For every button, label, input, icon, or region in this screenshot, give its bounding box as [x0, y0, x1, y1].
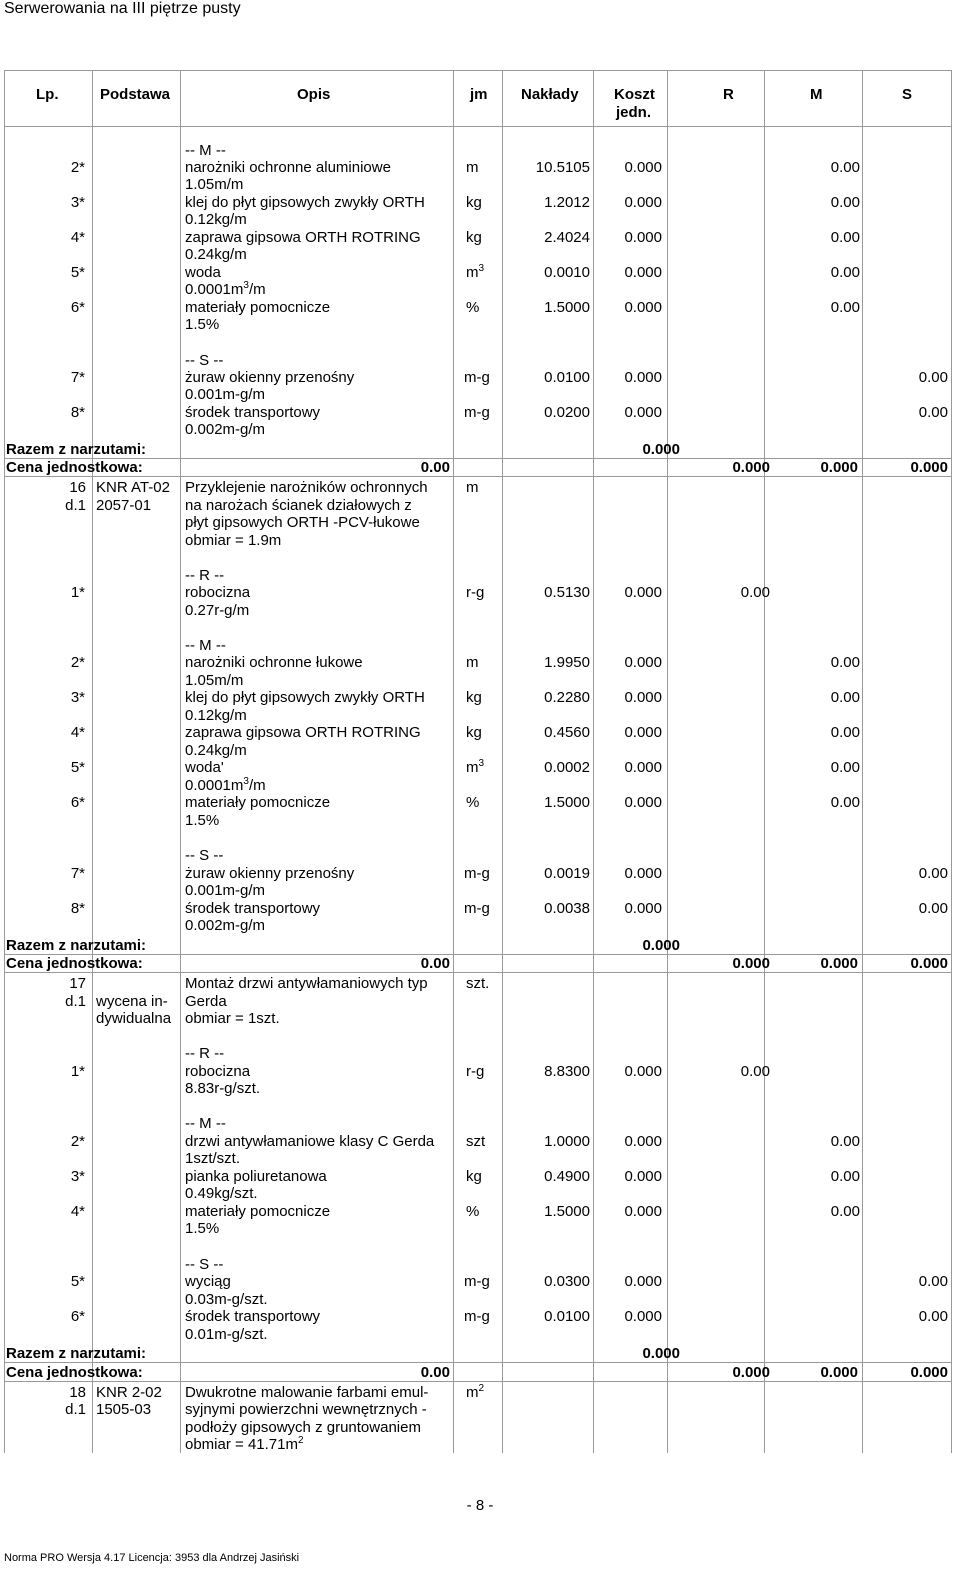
row-unit: $m^3$	[466, 758, 485, 776]
row-description: środek transportowy	[185, 404, 321, 421]
category-s: -- S --	[185, 1256, 224, 1273]
row-quantity: 1.0000	[544, 1133, 590, 1150]
row-quantity: 0.4900	[544, 1168, 590, 1185]
row-description: woda	[185, 264, 221, 281]
position-measure: obmiar = 1.9m	[185, 532, 282, 549]
row-unit-cost: 0.000	[624, 900, 662, 917]
position-measure: obmiar = $41.71m^2$	[185, 1435, 304, 1453]
position-sub: d.1	[65, 993, 86, 1010]
unit-price-m: 0.000	[820, 1364, 858, 1381]
col-naklady: Nakłady	[521, 86, 579, 103]
position-description: płyt gipsowych ORTH -PCV-łukowe	[185, 514, 420, 531]
row-value: 0.00	[830, 1133, 860, 1150]
row-quantity: 0.0200	[544, 404, 590, 421]
row-unit: szt	[466, 1133, 486, 1150]
row-norm: 1.5%	[185, 812, 220, 829]
row-number: 7*	[70, 369, 85, 386]
total-label: Razem z narzutami:	[6, 441, 147, 458]
unit-price-value: 0.00	[420, 955, 450, 972]
page-number: - 8 -	[466, 1497, 494, 1514]
row-number: 4*	[70, 1203, 85, 1220]
unit-price-label: Cena jednostkowa:	[6, 955, 143, 972]
row-number: 6*	[70, 794, 85, 811]
row-description: materiały pomocnicze	[185, 794, 331, 811]
category-r: -- R --	[185, 1045, 225, 1062]
row-quantity: 2.4024	[544, 229, 590, 246]
row-description: żuraw okienny przenośny	[185, 369, 355, 386]
row-unit-cost: 0.000	[624, 1063, 662, 1080]
row-value: 0.00	[918, 404, 948, 421]
unit-price-r: 0.000	[732, 459, 770, 476]
row-number: 3*	[70, 689, 85, 706]
row-norm: 0.24kg/m	[185, 246, 247, 263]
row-norm: 0.12kg/m	[185, 707, 247, 724]
row-unit: r-g	[466, 584, 485, 601]
row-quantity: 1.5000	[544, 299, 590, 316]
row-value: 0.00	[830, 1168, 860, 1185]
row-quantity: 0.0010	[544, 264, 590, 281]
row-number: 3*	[70, 1168, 85, 1185]
col-lp: Lp.	[36, 86, 59, 103]
row-description: narożniki ochronne aluminiowe	[185, 159, 391, 176]
row-norm: $0.0001m^3/m$	[185, 280, 266, 298]
row-value: 0.00	[918, 865, 948, 882]
col-m: M	[810, 86, 823, 103]
row-unit-cost: 0.000	[624, 759, 662, 776]
row-norm: 0.27r-g/m	[185, 602, 250, 619]
total-value: 0.000	[642, 1345, 680, 1362]
row-number: 2*	[70, 1133, 85, 1150]
row-unit-cost: 0.000	[624, 159, 662, 176]
position-sub: d.1	[65, 1401, 86, 1418]
position-basis: dywidualna	[96, 1010, 172, 1027]
total-value: 0.000	[642, 441, 680, 458]
row-unit-cost: 0.000	[624, 794, 662, 811]
row-number: 6*	[70, 1308, 85, 1325]
category-s: -- S --	[185, 352, 224, 369]
row-unit-cost: 0.000	[624, 1203, 662, 1220]
position-basis: wycena in-	[96, 993, 168, 1010]
row-unit-cost: 0.000	[624, 194, 662, 211]
row-description: narożniki ochronne łukowe	[185, 654, 363, 671]
row-unit: $m^3$	[466, 263, 485, 281]
row-norm: 0.001m-g/m	[185, 882, 266, 899]
row-norm: 1.5%	[185, 1220, 220, 1237]
row-description: pianka poliuretanowa	[185, 1168, 327, 1185]
row-value: 0.00	[830, 299, 860, 316]
unit-price-value: 0.00	[420, 1364, 450, 1381]
row-unit: kg	[466, 229, 482, 246]
unit-price-value: 0.00	[420, 459, 450, 476]
row-number: 4*	[70, 229, 85, 246]
position-basis-code: 1505-03	[96, 1401, 152, 1418]
row-description: środek transportowy	[185, 1308, 321, 1325]
unit-price-m: 0.000	[820, 459, 858, 476]
position-number: 18	[69, 1384, 86, 1401]
row-value: 0.00	[830, 654, 860, 671]
unit-price-label: Cena jednostkowa:	[6, 1364, 143, 1381]
position-description: Dwukrotne malowanie farbami emul-	[185, 1384, 429, 1401]
row-norm: $0.0001m^3/m$	[185, 776, 266, 794]
unit-price-s: 0.000	[910, 955, 948, 972]
position-unit: m	[466, 479, 479, 496]
row-number: 1*	[70, 584, 85, 601]
row-unit: kg	[466, 689, 482, 706]
row-unit: %	[466, 299, 480, 316]
row-norm: 0.49kg/szt.	[185, 1185, 258, 1202]
unit-price-r: 0.000	[732, 955, 770, 972]
row-number: 1*	[70, 1063, 85, 1080]
row-unit-cost: 0.000	[624, 404, 662, 421]
row-number: 5*	[70, 1273, 85, 1290]
row-description: wyciąg	[185, 1273, 231, 1290]
row-value: 0.00	[830, 724, 860, 741]
software-footer: Norma PRO Wersja 4.17 Licencja: 3953 dla Andrzej Jasiński	[4, 1552, 300, 1564]
row-description: zaprawa gipsowa ORTH ROTRING	[185, 724, 421, 741]
row-quantity: 10.5105	[535, 159, 590, 176]
row-value: 0.00	[830, 264, 860, 281]
col-koszt: Koszt	[614, 86, 655, 103]
row-quantity: 1.2012	[544, 194, 590, 211]
row-unit: r-g	[466, 1063, 485, 1080]
row-value: 0.00	[740, 584, 770, 601]
position-basis-code: 2057-01	[96, 497, 152, 514]
row-value: 0.00	[830, 229, 860, 246]
row-number: 6*	[70, 299, 85, 316]
row-unit-cost: 0.000	[624, 299, 662, 316]
row-quantity: 0.2280	[544, 689, 590, 706]
row-number: 4*	[70, 724, 85, 741]
row-quantity: 0.0100	[544, 369, 590, 386]
row-number: 3*	[70, 194, 85, 211]
row-quantity: 8.8300	[544, 1063, 590, 1080]
row-unit: m-g	[464, 1273, 490, 1290]
total-value: 0.000	[642, 937, 680, 954]
row-unit: kg	[466, 724, 482, 741]
position-number: 17	[69, 975, 86, 992]
row-number: 5*	[70, 759, 85, 776]
row-norm: 1szt/szt.	[185, 1150, 241, 1167]
position-description: podłoży gipsowych z gruntowaniem	[185, 1419, 421, 1436]
row-unit: m-g	[464, 900, 490, 917]
row-unit: m-g	[464, 1308, 490, 1325]
row-unit: %	[466, 1203, 480, 1220]
row-description: robocizna	[185, 584, 251, 601]
position-description: syjnymi powierzchni wewnętrznych -	[185, 1401, 427, 1418]
row-description: klej do płyt gipsowych zwykły ORTH	[185, 194, 425, 211]
row-unit-cost: 0.000	[624, 1133, 662, 1150]
row-quantity: 0.0100	[544, 1308, 590, 1325]
row-unit-cost: 0.000	[624, 1308, 662, 1325]
row-description: robocizna	[185, 1063, 251, 1080]
col-jm: jm	[470, 86, 488, 103]
row-quantity: 0.0019	[544, 865, 590, 882]
row-value: 0.00	[830, 1203, 860, 1220]
row-description: materiały pomocnicze	[185, 1203, 331, 1220]
unit-price-s: 0.000	[910, 459, 948, 476]
row-unit: m-g	[464, 404, 490, 421]
row-unit-cost: 0.000	[624, 584, 662, 601]
row-unit-cost: 0.000	[624, 724, 662, 741]
position-basis: KNR AT-02	[96, 479, 170, 496]
col-koszt-jedn: jedn.	[616, 104, 652, 121]
row-norm: 0.03m-g/szt.	[185, 1291, 268, 1308]
row-unit-cost: 0.000	[624, 264, 662, 281]
row-value: 0.00	[918, 369, 948, 386]
row-value: 0.00	[830, 689, 860, 706]
row-quantity: 1.9950	[544, 654, 590, 671]
row-description: klej do płyt gipsowych zwykły ORTH	[185, 689, 425, 706]
row-unit-cost: 0.000	[624, 229, 662, 246]
unit-price-s: 0.000	[910, 1364, 948, 1381]
row-unit: kg	[466, 1168, 482, 1185]
position-description: Przyklejenie narożników ochronnych	[185, 479, 428, 496]
position-description: na narożach ścianek działowych z	[185, 497, 412, 514]
row-quantity: 0.4560	[544, 724, 590, 741]
row-description: drzwi antywłamaniowe klasy C Gerda	[185, 1133, 435, 1150]
total-label: Razem z narzutami:	[6, 1345, 147, 1362]
row-norm: 0.01m-g/szt.	[185, 1326, 268, 1343]
row-norm: 0.12kg/m	[185, 211, 247, 228]
row-unit: m-g	[464, 865, 490, 882]
row-number: 7*	[70, 865, 85, 882]
row-value: 0.00	[830, 759, 860, 776]
row-norm: 1.5%	[185, 316, 220, 333]
row-quantity: 0.0038	[544, 900, 590, 917]
row-value: 0.00	[740, 1063, 770, 1080]
col-podstawa: Podstawa	[100, 86, 171, 103]
row-unit-cost: 0.000	[624, 369, 662, 386]
document-title: Serwerowania na III piętrze pusty	[4, 0, 241, 17]
row-norm: 0.002m-g/m	[185, 917, 266, 934]
row-number: 8*	[70, 404, 85, 421]
category-r: -- R --	[185, 567, 225, 584]
row-unit-cost: 0.000	[624, 689, 662, 706]
row-description: zaprawa gipsowa ORTH ROTRING	[185, 229, 421, 246]
position-description: Gerda	[185, 993, 227, 1010]
position-description: Montaż drzwi antywłamaniowych typ	[185, 975, 428, 992]
total-label: Razem z narzutami:	[6, 937, 147, 954]
category-m: -- M --	[185, 637, 226, 654]
row-unit-cost: 0.000	[624, 654, 662, 671]
row-value: 0.00	[830, 194, 860, 211]
row-norm: 0.001m-g/m	[185, 386, 266, 403]
row-quantity: 1.5000	[544, 794, 590, 811]
row-description: materiały pomocnicze	[185, 299, 331, 316]
row-unit: m	[466, 654, 479, 671]
col-r: R	[723, 86, 734, 103]
row-number: 8*	[70, 900, 85, 917]
row-description: żuraw okienny przenośny	[185, 865, 355, 882]
row-value: 0.00	[918, 1308, 948, 1325]
row-unit-cost: 0.000	[624, 1168, 662, 1185]
position-basis: KNR 2-02	[96, 1384, 162, 1401]
row-quantity: 0.5130	[544, 584, 590, 601]
position-number: 16	[69, 479, 86, 496]
row-number: 2*	[70, 159, 85, 176]
row-description: woda'	[185, 759, 224, 776]
unit-price-label: Cena jednostkowa:	[6, 459, 143, 476]
row-number: 5*	[70, 264, 85, 281]
category-m: -- M --	[185, 142, 226, 159]
row-unit: m-g	[464, 369, 490, 386]
row-unit-cost: 0.000	[624, 1273, 662, 1290]
row-unit: m	[466, 159, 479, 176]
row-unit: kg	[466, 194, 482, 211]
category-s: -- S --	[185, 847, 224, 864]
row-description: środek transportowy	[185, 900, 321, 917]
category-m: -- M --	[185, 1115, 226, 1132]
position-measure: obmiar = 1szt.	[185, 1010, 280, 1027]
position-unit: $m^2$	[466, 1383, 485, 1401]
position-unit: szt.	[466, 975, 490, 992]
col-opis: Opis	[297, 86, 331, 103]
row-quantity: 0.0002	[544, 759, 590, 776]
row-value: 0.00	[918, 1273, 948, 1290]
row-norm: 1.05m/m	[185, 672, 244, 689]
row-norm: 1.05m/m	[185, 176, 244, 193]
row-value: 0.00	[830, 794, 860, 811]
position-sub: d.1	[65, 497, 86, 514]
row-unit: %	[466, 794, 480, 811]
unit-price-r: 0.000	[732, 1364, 770, 1381]
row-number: 2*	[70, 654, 85, 671]
row-unit-cost: 0.000	[624, 865, 662, 882]
row-value: 0.00	[918, 900, 948, 917]
row-norm: 0.24kg/m	[185, 742, 247, 759]
row-value: 0.00	[830, 159, 860, 176]
col-s: S	[902, 86, 913, 103]
row-quantity: 0.0300	[544, 1273, 590, 1290]
unit-price-m: 0.000	[820, 955, 858, 972]
row-norm: 0.002m-g/m	[185, 421, 266, 438]
row-norm: 8.83r-g/szt.	[185, 1080, 261, 1097]
row-quantity: 1.5000	[544, 1203, 590, 1220]
